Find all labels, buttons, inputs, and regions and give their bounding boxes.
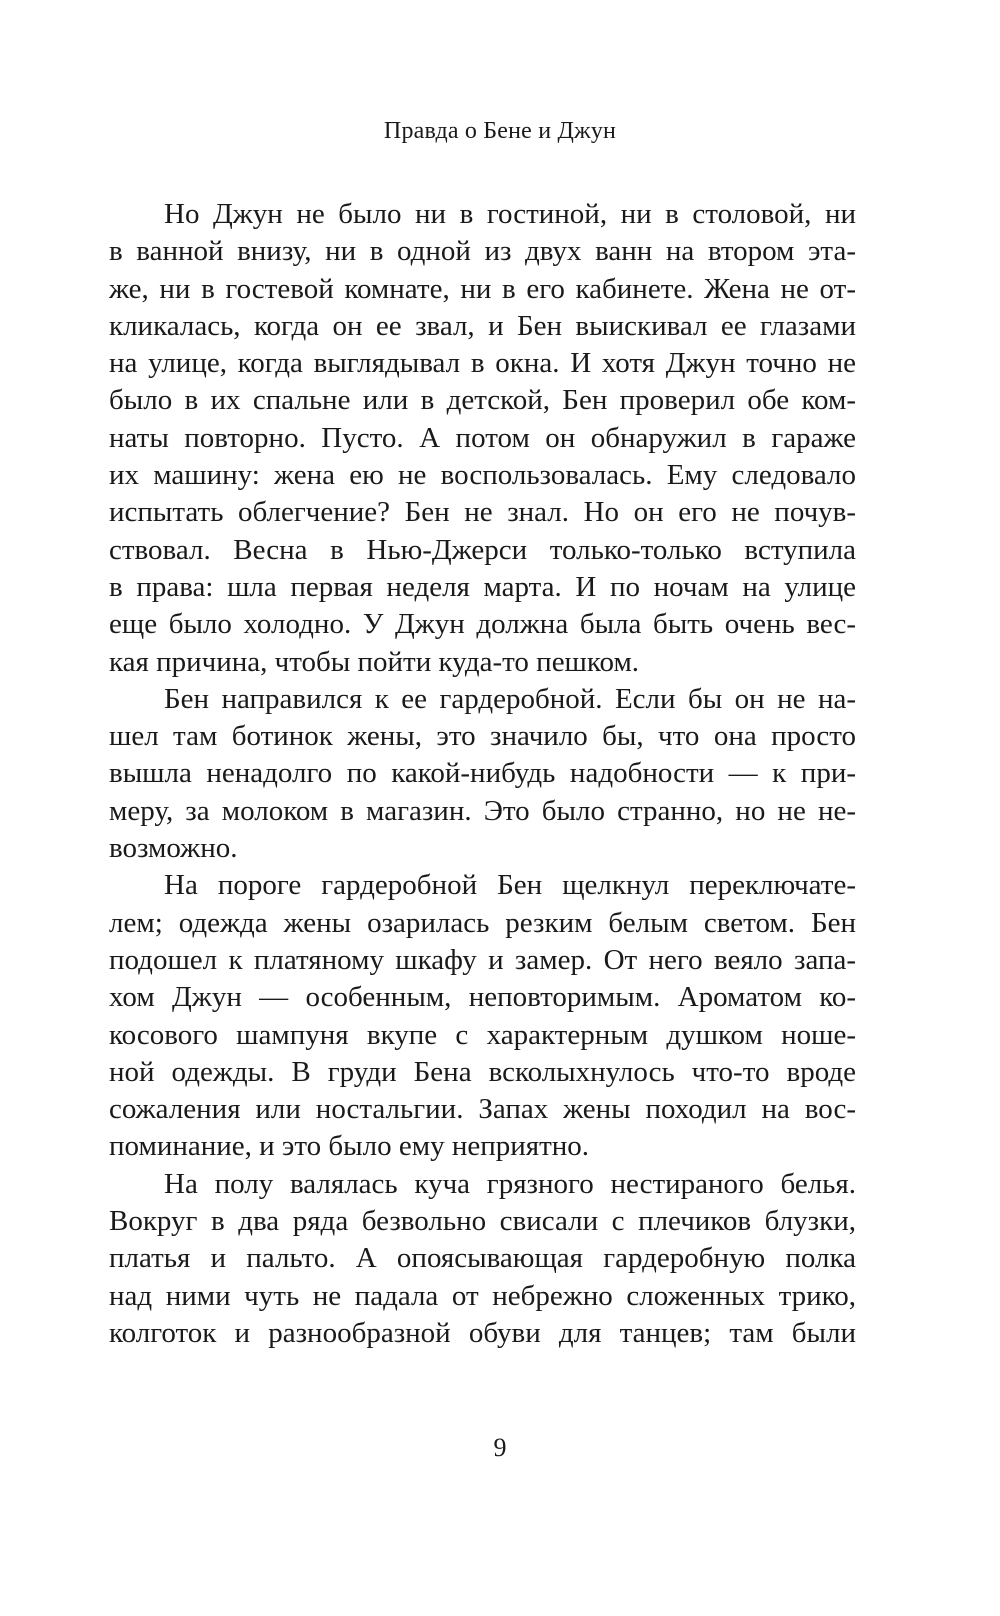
paragraph-line: испытать облегчение? Бен не знал. Но он его не почув- (109, 496, 856, 529)
paragraph-line: вышла ненадолго по какой-нибудь надобности — к при- (109, 757, 856, 790)
paragraph-line: поминание, и это было ему неприятно. (109, 1130, 590, 1163)
running-header: Правда о Бене и Джун (383, 118, 617, 144)
paragraph-line: было в их спальне или в детской, Бен проверил обе ком- (109, 384, 856, 417)
paragraph-line: На полу валялась куча грязного нестираного белья. (164, 1167, 856, 1200)
paragraph-line: лем; одежда жены озарилась резким белым светом. Бен (109, 906, 856, 939)
paragraph-line: Вокруг в два ряда безвольно свисали с плечиков блузки, (109, 1205, 856, 1238)
paragraph-line: их машину: жена ею не воспользовалась. Ему следовало (109, 459, 856, 492)
paragraph-line: сожаления или ностальгии. Запах жены походил на вос- (109, 1093, 856, 1126)
paragraph-line: Бен направился к ее гардеробной. Если бы он не на- (164, 682, 856, 715)
paragraph-line: кая причина, чтобы пойти куда-то пешком. (109, 645, 640, 678)
paragraph-line: в ванной внизу, ни в одной из двух ванн на втором эта- (109, 235, 856, 268)
paragraph-line: колготок и разнообразной обуви для танцев; там были (109, 1316, 856, 1349)
body-text (109, 196, 856, 1352)
paragraph-line: меру, за молоком в магазин. Это было странно, но не не- (109, 794, 856, 827)
paragraph-line: наты повторно. Пусто. А потом он обнаружил в гараже (109, 421, 856, 454)
paragraph-line: на улице, когда выглядывал в окна. И хотя Джун точно не (109, 347, 856, 380)
paragraph-line: Но Джун не было ни в гостиной, ни в столовой, ни (164, 198, 856, 230)
paragraph-line: еще было холодно. У Джун должна была быть очень вес- (109, 608, 856, 641)
paragraph-line: ствовал. Весна в Нью-Джерси только-только вступила (109, 533, 856, 566)
paragraph-line: хом Джун — особенным, неповторимым. Ароматом ко- (109, 981, 856, 1014)
paragraph-line: косового шампуня вкупе с характерным душком ноше- (109, 1018, 856, 1051)
paragraph-line: платья и пальто. А опоясывающая гардеробную полка (109, 1242, 856, 1275)
paragraph-line: кликалась, когда он ее звал, и Бен выискивал ее глазами (109, 309, 856, 342)
paragraph-line: подошел к платяному шкафу и замер. От него веяло запа- (109, 943, 856, 976)
paragraph-line: шел там ботинок жены, это значило бы, что она просто (109, 720, 856, 753)
paragraph-line: же, ни в гостевой комнате, ни в его кабинете. Жена не от- (109, 272, 856, 305)
page-number: 9 (493, 1433, 507, 1462)
paragraph-line: в права: шла первая неделя марта. И по ночам на улице (109, 570, 856, 603)
paragraph-line: возможно. (109, 832, 238, 865)
paragraph-line: ной одежды. В груди Бена всколыхнулось что-то вроде (109, 1055, 856, 1088)
paragraph-line: На пороге гардеробной Бен щелкнул переключате- (164, 869, 856, 902)
paragraph-line: над ними чуть не падала от небрежно сложенных трико, (109, 1279, 856, 1312)
